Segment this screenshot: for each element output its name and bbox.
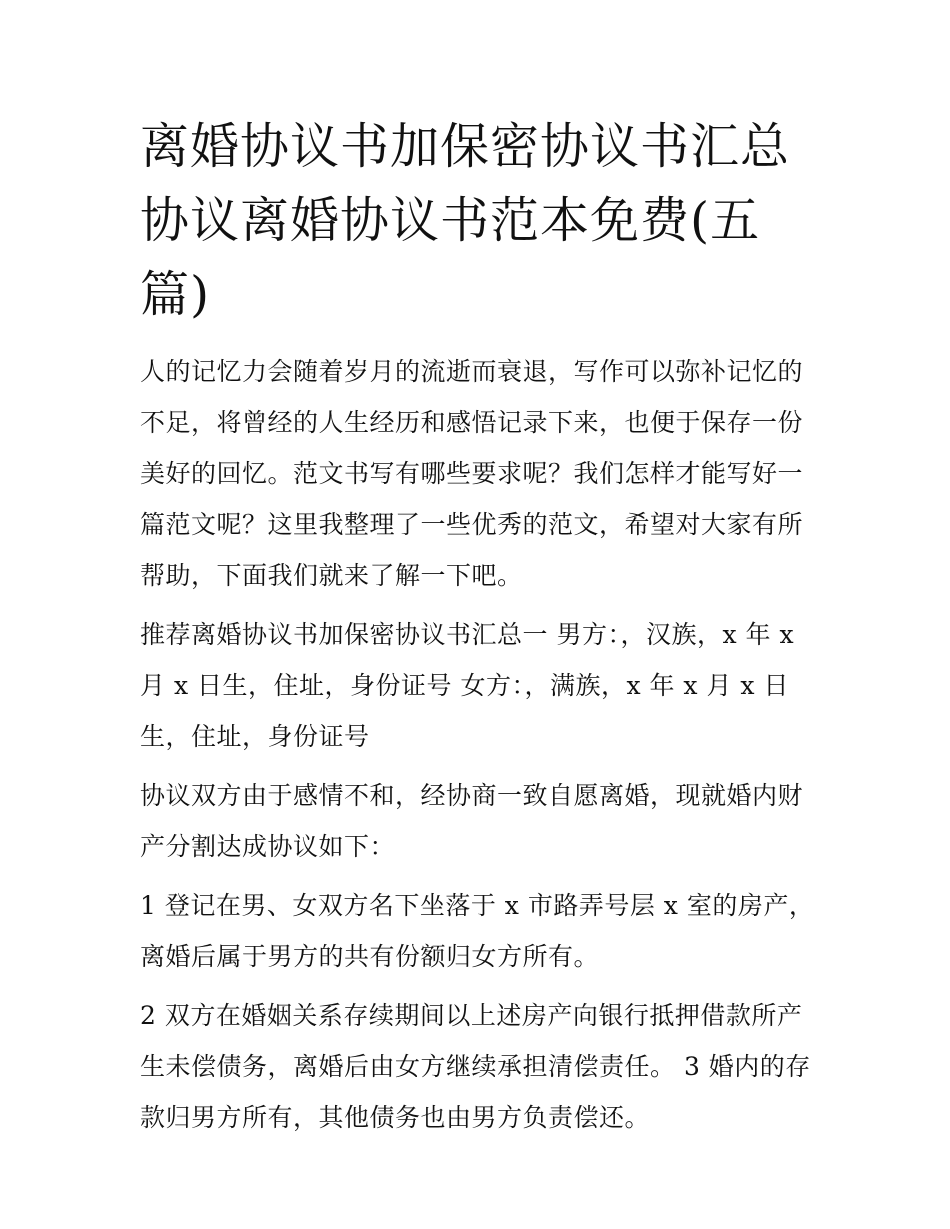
intro-paragraph: 人的记忆力会随着岁月的流逝而衰退，写作可以弥补记忆的不足，将曾经的人生经历和感悟记录下来，也便于保存一份美好的回忆。范文书写有哪些要求呢？我们怎样才能写好一篇范文呢？这里我整理了一些优秀的范文，希望对大家有所帮助，下面我们就来了解一下吧。 xyxy=(140,357,804,590)
document-body xyxy=(140,110,816,1143)
document-title: 离婚协议书加保密协议书汇总协议离婚协议书范本免费(五篇) xyxy=(140,118,791,323)
clause-2-3-paragraph: 2 双方在婚姻关系存续期间以上述房产向银行抵押借款所产生未偿债务，离婚后由女方继续承担清偿责任。 3 婚内的存款归男方所有，其他债务也由男方负责偿还。 xyxy=(140,1001,811,1132)
parties-paragraph: 推荐离婚协议书加保密协议书汇总一 男方：，汉族，x 年 x 月 x 日生，住址，身份证号 女方：，满族，x 年 x 月 x 日生，住址，身份证号 xyxy=(140,620,795,751)
agreement-paragraph: 协议双方由于感情不和，经协商一致自愿离婚，现就婚内财产分割达成协议如下： xyxy=(140,781,804,861)
clause-1-paragraph: 1 登记在男、女双方名下坐落于 x 市路弄号层 x 室的房产，离婚后属于男方的共有份额归女方所有。 xyxy=(140,891,815,971)
